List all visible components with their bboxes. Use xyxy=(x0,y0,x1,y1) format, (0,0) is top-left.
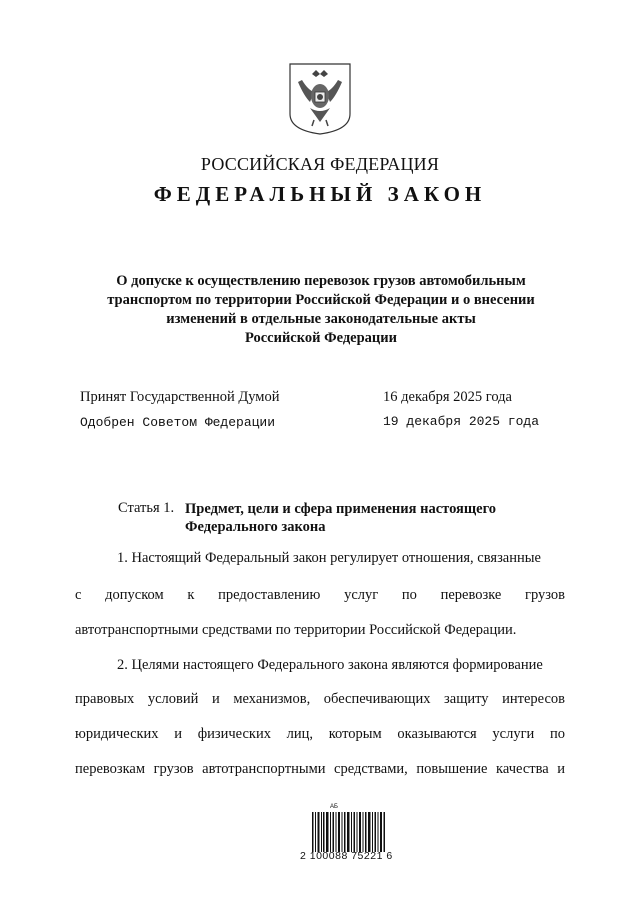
paragraph-line: 1. Настоящий Федеральный закон регулирует отношения, связанные xyxy=(117,550,541,566)
country-name: РОССИЙСКАЯ ФЕДЕРАЦИЯ xyxy=(200,154,440,174)
barcode-number: 2 100088 75221 6 xyxy=(300,850,393,862)
paragraph-line: перевозкам грузов автотранспортными средствами, повышение качества и xyxy=(75,761,565,777)
adopted-by-duma-label: Принят Государственной Думой xyxy=(80,389,280,405)
approved-by-council-label: Одобрен Советом Федерации xyxy=(80,415,276,430)
law-title-line: О допуске к осуществлению перевозок грузов автомобильным xyxy=(116,273,526,289)
paragraph-line: 2. Целями настоящего Федерального закона являются формирование xyxy=(117,657,543,673)
state-emblem-icon xyxy=(288,62,352,136)
article-label: Статья 1. xyxy=(118,500,175,516)
paragraph-line: правовых условий и механизмов, обеспечивающих защиту интересов xyxy=(75,691,565,707)
barcode-icon xyxy=(312,812,386,852)
law-title-line: изменений в отдельные законодательные акты xyxy=(166,311,476,327)
paragraph-line: автотранспортными средствами по территории Российской Федерации. xyxy=(75,622,517,638)
approved-by-council-date: 19 декабря 2025 года xyxy=(383,414,540,429)
law-title-line: транспортом по территории Российской Федерации и о внесении xyxy=(107,292,535,308)
law-title xyxy=(90,272,552,348)
article-title-line: Предмет, цели и сфера применения настоящего xyxy=(185,501,497,517)
article-title xyxy=(185,500,496,536)
adopted-by-duma-date: 16 декабря 2025 года xyxy=(383,389,512,405)
article-title-line: Федерального закона xyxy=(185,519,326,535)
barcode-top-mark: АБ xyxy=(330,804,338,810)
paragraph-line: с допуском к предоставлению услуг по перевозке грузов xyxy=(75,587,565,603)
law-type-heading: ФЕДЕРАЛЬНЫЙ ЗАКОН xyxy=(153,182,487,206)
law-title-line: Российской Федерации xyxy=(244,330,397,346)
paragraph-line: юридических и физических лиц, которым оказываются услуги по xyxy=(75,726,565,742)
